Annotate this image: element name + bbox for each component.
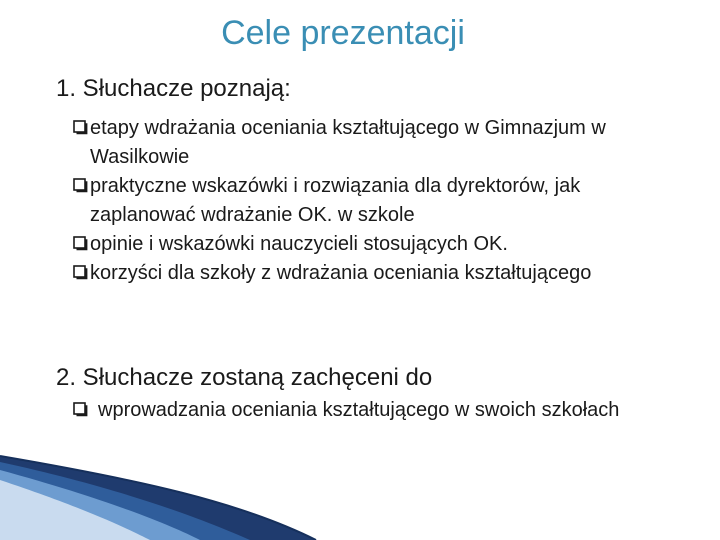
list-item-text: praktyczne wskazówki i rozwiązania dla dyrektorów, jak zaplanować wdrażanie OK. w szkole	[90, 175, 581, 226]
page-title: Cele prezentacji	[221, 14, 465, 52]
hollow-square-bullet-icon	[73, 265, 88, 281]
list-item	[72, 114, 682, 172]
list-item-text: wprowadzania oceniania kształtującego w swoich szkołach	[98, 399, 620, 421]
corner-wave-decoration	[0, 440, 720, 540]
hollow-square-bullet-icon	[73, 178, 88, 194]
hollow-square-bullet-icon	[73, 120, 88, 136]
list-item	[72, 172, 682, 230]
section-1-list	[72, 114, 682, 288]
section-2-heading: 2. Słuchacze zostaną zachęceni do	[56, 364, 433, 391]
list-item-text: korzyści dla szkoły z wdrażania oceniania kształtującego	[90, 262, 592, 284]
list-item	[72, 396, 662, 425]
hollow-square-bullet-icon	[73, 402, 88, 418]
hollow-square-bullet-icon	[73, 236, 88, 252]
list-item-text: opinie i wskazówki nauczycieli stosujących OK.	[90, 233, 508, 255]
section-2-list	[72, 396, 662, 425]
list-item	[72, 230, 682, 259]
list-item	[72, 259, 682, 288]
section-1-heading: 1. Słuchacze poznają:	[56, 75, 291, 102]
list-item-text: etapy wdrażania oceniania kształtującego w Gimnazjum w Wasilkowie	[90, 117, 606, 168]
